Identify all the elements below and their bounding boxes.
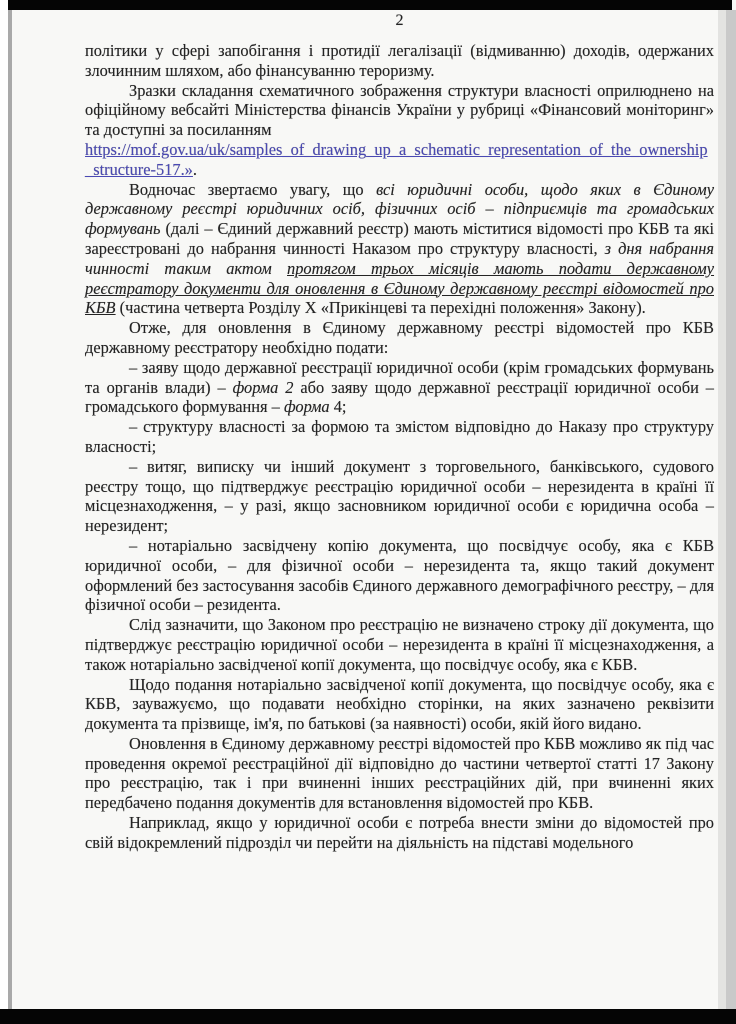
text-run: – нотаріально засвідчену копію документа, що посвідчує особу, яка є КБВ юридичної особи, – для фізичної особи – нерезидента та, якщо такий документ оформлений без застосування засобів Єдиного державного демографічного реєстру, – для фізичної особи – резидента. (85, 535, 714, 615)
paragraph (85, 318, 714, 358)
text-run: . (192, 159, 197, 179)
italic-text: форма (283, 397, 330, 417)
right-edge-soft-strip (718, 10, 726, 1009)
paragraph (85, 615, 714, 674)
text-run: Слід зазначити, що Законом про реєстрацію не визначено строку дії документа, що підтверджує реєстрацію юридичної особи – нерезидента в країні її місцезнаходження, а також нотаріально засвідченої копії документа, що посвідчує особу, яка є КБВ. (85, 615, 714, 674)
text-run: – заяву щодо державної реєстрації юридичної особи (крім громадських формувань та органів влади) – (85, 357, 714, 397)
text-run: (частина четверта Розділу X «Прикінцеві та перехідні положення» Закону). (115, 298, 646, 318)
paragraph (85, 180, 714, 319)
text-run: 4; (329, 397, 347, 417)
text-run: (далі – Єдиний державний реєстр) мають міститися відомості про КБВ та які зареєстровані до набрання чинності Наказом про структуру власності, (85, 219, 714, 258)
text-run: – структуру власності за формою та змістом відповідно до Наказу про структуру власності; (85, 417, 714, 456)
left-edge-white (0, 0, 8, 1009)
text-run: Наприклад, якщо у юридичної особи є потреба внести зміни до відомостей про свій відокремлений підрозділ чи перейти на діяльність на підставі модельного (85, 813, 714, 852)
mof-gov-ua-link[interactable]: https://mof.gov.ua/uk/samples_of_drawing_up_a_schematic_representation_of_the_ownership_structure-517.» (85, 139, 708, 179)
text-run: Щодо подання нотаріально засвідченої копії документа, що посвідчує особу, яка є КБВ, зауважуємо, що подавати необхідно сторінки, на яких зазначено реквізити документа та прізвище, ім'я, по батькові (за наявності) особи, якій його видано. (85, 674, 714, 734)
italic-text: всі юридичні особи, щодо яких в Єдиному державному реєстрі юридичних осіб, фізичних осіб – підприємців та громадських формувань (85, 179, 714, 239)
italic-text: з дня набрання чинності таким актом (85, 238, 714, 278)
text-run: Отже, для оновлення в Єдиному державному реєстрі відомостей про КБВ державному реєстратору необхідно подати: (85, 318, 714, 357)
paragraph (85, 813, 714, 853)
document-body (85, 41, 714, 853)
paragraph (85, 81, 714, 180)
paragraph (85, 536, 714, 615)
left-edge-line (8, 10, 12, 1009)
italic-text: форма 2 (232, 377, 294, 397)
top-letterbox-bar (8, 0, 732, 10)
paragraph (85, 675, 714, 734)
right-edge-strip (726, 10, 736, 1009)
paragraph (85, 41, 714, 81)
text-run: Оновлення в Єдиному державному реєстрі відомостей про КБВ можливо як під час проведення окремої реєстраційної дії відповідно до частини четвертої статті 17 Закону про реєстрацію, так і при вчиненні інших реєстраційних дій, при вчиненні яких передбачено подання документів для встановлення відомостей про КБВ. (85, 733, 714, 813)
bottom-letterbox-bar (0, 1009, 736, 1024)
italic-underlined-text: протягом трьох місяців мають подати державному реєстратору документи для оновлення в Єдиному державному реєстрі відомостей про КБВ (85, 258, 715, 318)
paragraph (85, 417, 714, 457)
text-run: політики у сфері запобігання і протидії легалізації (відмиванню) доходів, одержаних злочинним шляхом, або фінансуванню тероризму. (85, 41, 714, 80)
text-run: Водночас звертаємо увагу, що (129, 179, 377, 199)
text-run: або заяву щодо державної реєстрації юридичної особи – громадського формування – (85, 377, 714, 417)
text-run: – витяг, виписку чи інший документ з торговельного, банківського, судового реєстру тощо, що підтверджує реєстрацію юридичної особи – нерезидента в країні її місцезнаходження, – у разі, якщо засновником юридичної особи є юридична особа – нерезидент; (85, 456, 714, 536)
paragraph (85, 734, 714, 813)
page-number: 2 (395, 12, 404, 29)
paragraph (85, 457, 714, 536)
paragraph (85, 358, 714, 417)
text-run: Зразки складання схематичного зображення структури власності оприлюднено на офіційному вебсайті Міністерства фінансів України у рубриці «Фінансовий моніторинг» та доступні за посиланням (85, 80, 714, 140)
